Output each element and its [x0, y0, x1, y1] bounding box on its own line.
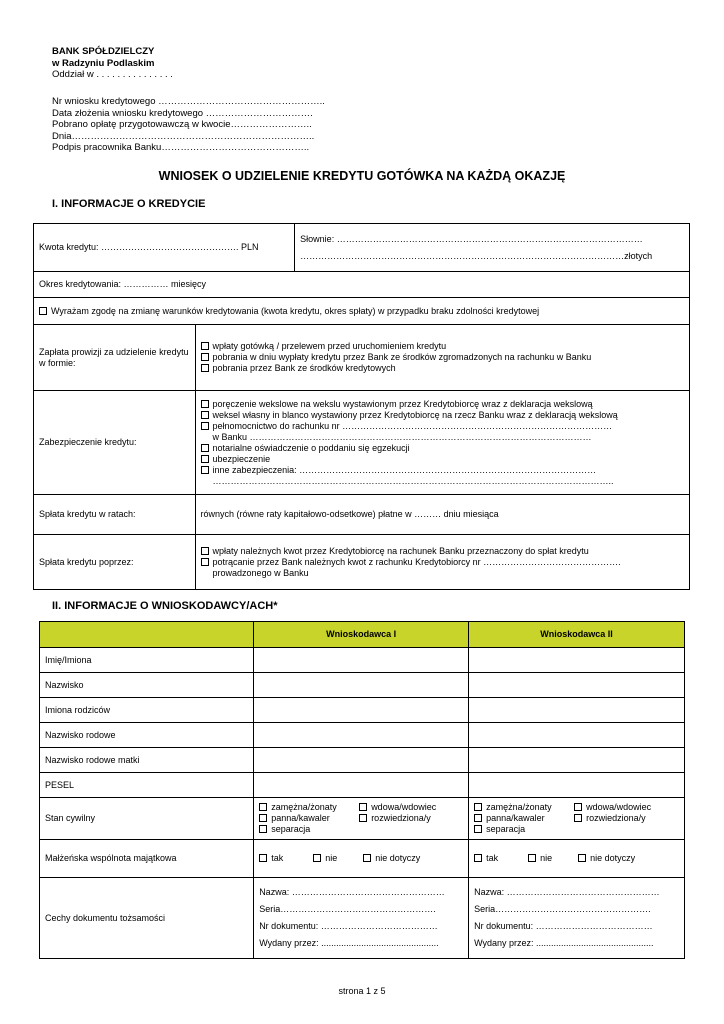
- fee-option-checkbox[interactable]: [201, 342, 209, 350]
- marital-checkbox[interactable]: [574, 803, 582, 811]
- row-label: Imiona rodziców: [40, 698, 254, 723]
- applicant-info-table: [39, 621, 685, 959]
- repayment-option-label: potrącanie przez Bank należnych kwot z rachunku Kredytobiorcy nr ……………………………………….: [212, 556, 621, 567]
- marital-checkbox[interactable]: [259, 803, 267, 811]
- credit-amount-field[interactable]: Kwota kredytu: ………………………………………. PLN: [34, 224, 295, 272]
- marital-checkbox[interactable]: [259, 825, 267, 833]
- marital-checkbox[interactable]: [474, 803, 482, 811]
- id-name-field[interactable]: Nazwa: ……………………………………………: [474, 887, 660, 897]
- security-option-label: notarialne oświadczenie o poddaniu się egzekucji: [212, 442, 410, 453]
- property-option: nie dotyczy: [590, 853, 636, 863]
- row-label: Nazwisko rodowe: [40, 723, 254, 748]
- property-checkbox[interactable]: [363, 854, 371, 862]
- applicant-1-input[interactable]: [254, 673, 469, 698]
- row-label: PESEL: [40, 773, 254, 798]
- property-checkbox[interactable]: [578, 854, 586, 862]
- fee-option-checkbox[interactable]: [201, 353, 209, 361]
- fee-option-label: pobrania przez Bank ze środków kredytowych: [212, 363, 396, 373]
- applicant-1-input[interactable]: [254, 698, 469, 723]
- security-option-label: weksel własny in blanco wystawiony przez Kredytobiorcę na rzecz Banku wraz z deklaracją wekslową: [212, 409, 618, 420]
- fee-option-label: pobrania w dniu wypłaty kredytu przez Bank ze środków zgromadzonych na rachunku w Banku: [212, 352, 592, 362]
- date-field[interactable]: Dnia…………………………………………………………………..: [52, 130, 315, 142]
- security-option-label: inne zabezpieczenia: ………………………………………………………………………………………: [212, 464, 597, 475]
- applicant-1-header: Wnioskodawca I: [254, 622, 469, 648]
- id-document-label: Cechy dokumentu tożsamości: [40, 878, 254, 959]
- repayment-label: Spłata kredytu poprzez:: [34, 535, 196, 590]
- repayment-option-checkbox[interactable]: [201, 547, 209, 555]
- bank-location: w Radzyniu Podlaskim: [52, 57, 155, 69]
- applicant-1-input[interactable]: [254, 648, 469, 673]
- id-series-field[interactable]: Seria…………………………………………….: [259, 904, 436, 914]
- property-option: nie: [540, 853, 553, 863]
- bank-name: BANK SPÓŁDZIELCZY: [52, 46, 155, 57]
- security-option-label: pełnomocnictwo do rachunku nr ………………………………………………………………………………: [212, 420, 613, 431]
- credit-period-field[interactable]: Okres kredytowania: …………… miesięcy: [34, 272, 690, 298]
- repayment-option-checkbox[interactable]: [201, 558, 209, 566]
- office-use-fields: [52, 96, 325, 154]
- security-option-label: ubezpieczenie: [212, 453, 271, 464]
- row-label: Nazwisko: [40, 673, 254, 698]
- consent-checkbox[interactable]: [39, 307, 47, 315]
- property-checkbox[interactable]: [528, 854, 536, 862]
- fee-option-checkbox[interactable]: [201, 364, 209, 372]
- applicant-1-input[interactable]: [254, 773, 469, 798]
- submission-date-field[interactable]: Data złożenia wniosku kredytowego …………………………….: [52, 107, 313, 119]
- other-security-line[interactable]: ……………………………………………………………………………………………………………………..: [212, 475, 614, 486]
- repayment-bank-line: prowadzonego w Banku: [212, 567, 309, 578]
- fee-label: Zapłata prowizji za udzielenie kredytu w formie:: [34, 325, 196, 391]
- id-name-field[interactable]: Nazwa: ……………………………………………: [259, 887, 445, 897]
- security-option-checkbox[interactable]: [201, 422, 209, 430]
- security-option-checkbox[interactable]: [201, 444, 209, 452]
- security-option-checkbox[interactable]: [201, 400, 209, 408]
- id-number-field[interactable]: Nr dokumentu: …………………………………: [474, 921, 653, 931]
- marital-status-label: Stan cywilny: [40, 798, 254, 840]
- id-number-field[interactable]: Nr dokumentu: …………………………………: [259, 921, 438, 931]
- row-label: Imię/Imiona: [40, 648, 254, 673]
- marital-option: rozwiedziona/y: [586, 813, 646, 823]
- credit-info-table: [33, 223, 690, 590]
- row-label: Nazwisko rodowe matki: [40, 748, 254, 773]
- property-checkbox[interactable]: [259, 854, 267, 862]
- amount-in-words-line1[interactable]: Słownie: …………………………………………………………………………………………: [300, 233, 643, 244]
- applicant-2-input[interactable]: [469, 773, 685, 798]
- marital-option: panna/kawaler: [486, 813, 545, 823]
- marital-option: wdowa/wdowiec: [371, 802, 437, 812]
- marital-option: panna/kawaler: [271, 813, 330, 823]
- bank-header: [52, 46, 173, 81]
- page-number: strona 1 z 5: [338, 986, 386, 996]
- employee-signature-field[interactable]: Podpis pracownika Banku………………………………………..: [52, 142, 310, 154]
- applicant-2-input[interactable]: [469, 723, 685, 748]
- id-issuer-field[interactable]: Wydany przez: ...............................................: [474, 938, 654, 948]
- applicant-1-input[interactable]: [254, 723, 469, 748]
- branch-field: Oddział w . . . . . . . . . . . . . . .: [52, 69, 173, 80]
- marital-option: wdowa/wdowiec: [586, 802, 652, 812]
- account-bank-line[interactable]: w Banku ……………………………………………………………………………………………………: [212, 431, 592, 442]
- marital-option: separacja: [486, 824, 526, 834]
- applicant-2-input[interactable]: [469, 698, 685, 723]
- marital-checkbox[interactable]: [359, 803, 367, 811]
- marital-checkbox[interactable]: [574, 814, 582, 822]
- consent-text: Wyrażam zgodę na zmianę warunków kredytowania (kwota kredytu, okres spłaty) w przypadku braku zdolności kredytowej: [51, 305, 540, 316]
- fee-option-label: wpłaty gotówką / przelewem przed uruchomieniem kredytu: [212, 341, 447, 351]
- property-option: nie: [325, 853, 338, 863]
- section-2-heading: II. INFORMACJE O WNIOSKODAWCY/ACH*: [52, 600, 278, 612]
- id-issuer-field[interactable]: Wydany przez: ...............................................: [259, 938, 439, 948]
- property-regime-label: Małżeńska wspólnota majątkowa: [40, 840, 254, 878]
- repayment-option-label: wpłaty należnych kwot przez Kredytobiorcę na rachunek Banku przeznaczony do spłat kredytu: [212, 545, 589, 556]
- applicant-2-input[interactable]: [469, 673, 685, 698]
- applicant-2-header: Wnioskodawca II: [469, 622, 685, 648]
- application-number-field[interactable]: Nr wniosku kredytowego ……………………………………………..: [52, 96, 325, 107]
- marital-checkbox[interactable]: [359, 814, 367, 822]
- security-option-checkbox[interactable]: [201, 466, 209, 474]
- fee-collected-field[interactable]: Pobrano opłatę przygotowawczą w kwocie……………………..: [52, 119, 312, 131]
- security-option-label: poręczenie wekslowe na wekslu wystawionym przez Kredytobiorcę wraz z deklaracja wekslową: [212, 398, 593, 409]
- marital-checkbox[interactable]: [474, 825, 482, 833]
- property-checkbox[interactable]: [313, 854, 321, 862]
- marital-option: zamężna/żonaty: [486, 802, 552, 812]
- property-checkbox[interactable]: [474, 854, 482, 862]
- property-option: tak: [486, 853, 499, 863]
- form-title: WNIOSEK O UDZIELENIE KREDYTU GOTÓWKA NA KAŻDĄ OKAZJĘ: [158, 169, 566, 183]
- marital-option: rozwiedziona/y: [371, 813, 431, 823]
- marital-checkbox[interactable]: [259, 814, 267, 822]
- section-1-heading: I. INFORMACJE O KREDYCIE: [52, 198, 206, 210]
- applicant-2-input[interactable]: [469, 748, 685, 773]
- amount-in-words-line2[interactable]: ………………………………………………………………………………………………złotych: [300, 250, 653, 261]
- property-option: tak: [271, 853, 284, 863]
- applicant-2-input[interactable]: [469, 648, 685, 673]
- marital-option: zamężna/żonaty: [271, 802, 337, 812]
- marital-checkbox[interactable]: [474, 814, 482, 822]
- property-option: nie dotyczy: [375, 853, 421, 863]
- applicant-1-input[interactable]: [254, 748, 469, 773]
- security-option-checkbox[interactable]: [201, 455, 209, 463]
- installments-field[interactable]: równych (równe raty kapitałowo-odsetkowe) płatne w ……… dniu miesiąca: [195, 495, 689, 535]
- security-label: Zabezpieczenie kredytu:: [34, 391, 196, 495]
- marital-option: separacja: [271, 824, 311, 834]
- installments-label: Spłata kredytu w ratach:: [34, 495, 196, 535]
- id-series-field[interactable]: Seria…………………………………………….: [474, 904, 651, 914]
- empty-header-cell: [40, 622, 254, 648]
- security-option-checkbox[interactable]: [201, 411, 209, 419]
